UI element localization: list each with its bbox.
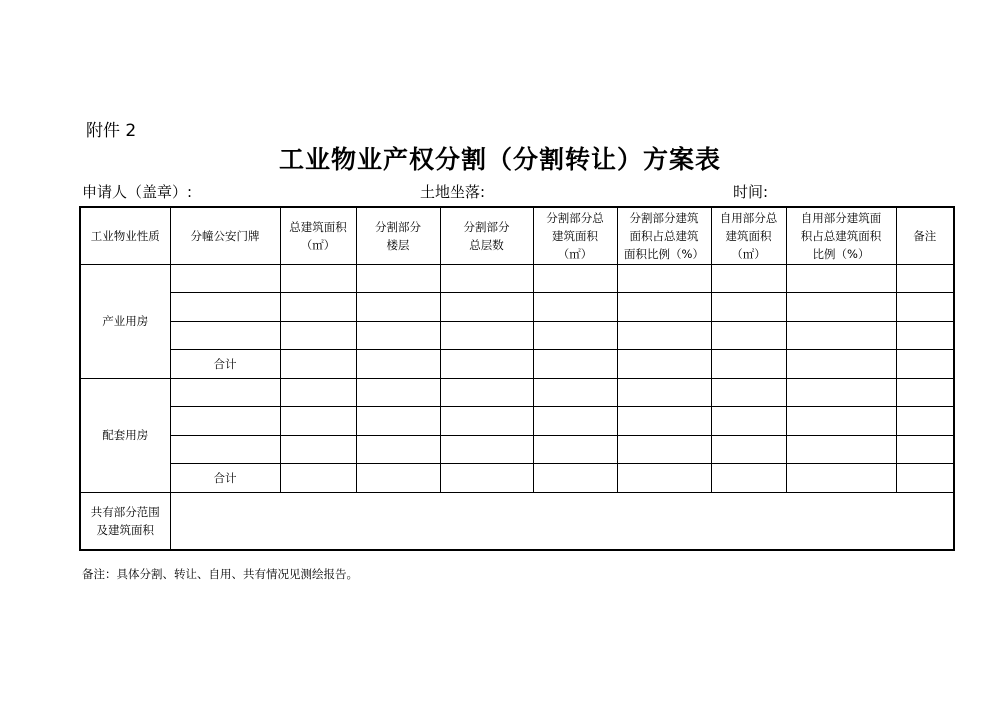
table-cell[interactable] xyxy=(711,293,786,322)
table-cell[interactable] xyxy=(280,378,356,407)
table-row xyxy=(80,293,954,322)
table-cell[interactable] xyxy=(617,293,711,322)
header-cell: 分割部分 楼层 xyxy=(356,207,440,264)
table-cell[interactable] xyxy=(896,321,954,350)
table-cell[interactable] xyxy=(440,321,533,350)
table-cell[interactable] xyxy=(896,378,954,407)
table-cell[interactable] xyxy=(170,293,280,322)
table-cell[interactable] xyxy=(617,464,711,493)
table-cell[interactable] xyxy=(533,407,617,436)
table-cell[interactable] xyxy=(786,264,896,293)
table-cell[interactable] xyxy=(170,435,280,464)
table-cell[interactable] xyxy=(280,464,356,493)
table-cell[interactable] xyxy=(711,321,786,350)
table-cell[interactable] xyxy=(440,435,533,464)
table-cell[interactable] xyxy=(356,378,440,407)
table-cell[interactable] xyxy=(280,350,356,379)
table-row xyxy=(80,378,954,407)
header-cell: 分割部分 总层数 xyxy=(440,207,533,264)
table-cell[interactable] xyxy=(711,264,786,293)
table-cell[interactable] xyxy=(533,378,617,407)
attachment-label: 附件 2 xyxy=(86,121,137,141)
table-cell[interactable] xyxy=(533,350,617,379)
table-cell[interactable] xyxy=(356,321,440,350)
table-cell[interactable] xyxy=(533,293,617,322)
table-row xyxy=(80,407,954,436)
shared-value-cell[interactable] xyxy=(170,492,954,550)
header-cell: 分幢公安门牌 xyxy=(170,207,280,264)
table-cell[interactable] xyxy=(533,464,617,493)
applicant-label: 申请人（盖章）: xyxy=(82,183,193,201)
table-cell[interactable] xyxy=(440,464,533,493)
header-cell: 分割部分建筑 面积占总建筑 面积比例（%） xyxy=(617,207,711,264)
table-cell[interactable] xyxy=(896,407,954,436)
table-cell[interactable] xyxy=(356,464,440,493)
subtotal-label: 合计 xyxy=(170,464,280,493)
header-cell: 工业物业性质 xyxy=(80,207,170,264)
header-cell: 分割部分总 建筑面积 （㎡） xyxy=(533,207,617,264)
table-row-subtotal xyxy=(80,464,954,493)
table-cell[interactable] xyxy=(170,378,280,407)
subtotal-label: 合计 xyxy=(170,350,280,379)
table-cell[interactable] xyxy=(617,378,711,407)
header-cell: 自用部分建筑面 积占总建筑面积 比例（%） xyxy=(786,207,896,264)
table-cell[interactable] xyxy=(356,350,440,379)
table-cell[interactable] xyxy=(280,321,356,350)
table-cell[interactable] xyxy=(786,407,896,436)
table-row xyxy=(80,321,954,350)
table-cell[interactable] xyxy=(896,293,954,322)
table-cell[interactable] xyxy=(280,407,356,436)
table-cell[interactable] xyxy=(617,407,711,436)
table-cell[interactable] xyxy=(356,435,440,464)
table-cell[interactable] xyxy=(896,435,954,464)
footnote: 备注：具体分割、转让、自用、共有情况见测绘报告。 xyxy=(82,567,358,581)
header-cell: 自用部分总 建筑面积 （㎡） xyxy=(711,207,786,264)
table-row-subtotal xyxy=(80,350,954,379)
table-cell[interactable] xyxy=(170,264,280,293)
table-cell[interactable] xyxy=(617,264,711,293)
table-cell[interactable] xyxy=(533,321,617,350)
shared-label: 共有部分范围 及建筑面积 xyxy=(80,492,170,550)
table-cell[interactable] xyxy=(440,264,533,293)
table-cell[interactable] xyxy=(533,264,617,293)
table-cell[interactable] xyxy=(440,293,533,322)
table-cell[interactable] xyxy=(280,435,356,464)
group-label-supporting: 配套用房 xyxy=(80,378,170,492)
group-label-industrial: 产业用房 xyxy=(80,264,170,378)
table-cell[interactable] xyxy=(356,293,440,322)
table-cell[interactable] xyxy=(896,264,954,293)
table-cell[interactable] xyxy=(440,378,533,407)
table-cell[interactable] xyxy=(786,464,896,493)
time-label: 时间: xyxy=(733,183,769,201)
table-cell[interactable] xyxy=(711,378,786,407)
table-cell[interactable] xyxy=(786,435,896,464)
header-cell: 备注 xyxy=(896,207,954,264)
table-cell[interactable] xyxy=(896,350,954,379)
table-header-row xyxy=(80,207,954,264)
table-cell[interactable] xyxy=(617,350,711,379)
table-cell[interactable] xyxy=(440,407,533,436)
table-cell[interactable] xyxy=(617,321,711,350)
table-cell[interactable] xyxy=(280,264,356,293)
table-row-shared xyxy=(80,492,954,550)
table-cell[interactable] xyxy=(170,321,280,350)
table-cell[interactable] xyxy=(711,350,786,379)
table-cell[interactable] xyxy=(170,407,280,436)
location-label: 土地坐落: xyxy=(420,183,486,201)
plan-table xyxy=(79,206,955,551)
table-cell[interactable] xyxy=(356,264,440,293)
table-cell[interactable] xyxy=(533,435,617,464)
table-cell[interactable] xyxy=(617,435,711,464)
table-cell[interactable] xyxy=(896,464,954,493)
header-cell: 总建筑面积 （㎡） xyxy=(280,207,356,264)
table-row xyxy=(80,264,954,293)
table-cell[interactable] xyxy=(786,378,896,407)
table-cell[interactable] xyxy=(786,321,896,350)
table-row xyxy=(80,435,954,464)
table-cell[interactable] xyxy=(786,350,896,379)
table-cell[interactable] xyxy=(711,464,786,493)
table-cell[interactable] xyxy=(711,435,786,464)
table-cell[interactable] xyxy=(356,407,440,436)
table-cell[interactable] xyxy=(280,293,356,322)
page-title: 工业物业产权分割（分割转让）方案表 xyxy=(278,145,721,174)
table-cell[interactable] xyxy=(440,350,533,379)
table-cell[interactable] xyxy=(786,293,896,322)
table-cell[interactable] xyxy=(711,407,786,436)
